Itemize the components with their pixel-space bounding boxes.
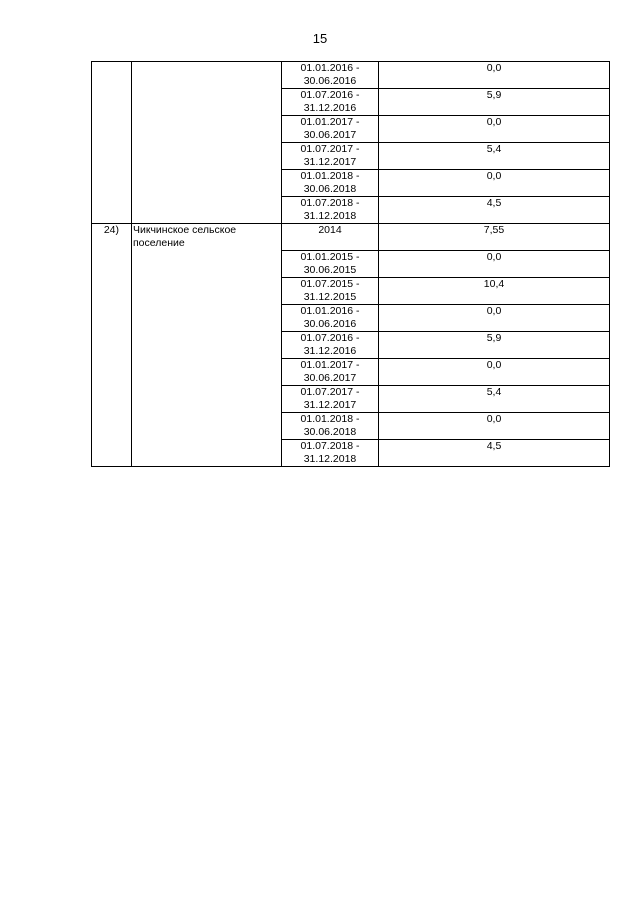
period-cell: 01.07.2017 - 31.12.2017 [282,386,379,413]
value-cell: 5,9 [379,332,610,359]
row-number-cell [92,62,132,224]
period-cell: 01.01.2017 - 30.06.2017 [282,116,379,143]
page-number: 15 [312,31,328,46]
value-cell: 0,0 [379,170,610,197]
value-cell: 10,4 [379,278,610,305]
row-number-cell: 24) [92,224,132,467]
tariff-table [91,61,610,467]
period-cell: 01.01.2016 - 30.06.2016 [282,62,379,89]
tariff-table-body [92,62,610,467]
value-cell: 0,0 [379,116,610,143]
period-cell: 01.01.2017 - 30.06.2017 [282,359,379,386]
table-row [92,224,610,251]
value-cell: 5,4 [379,143,610,170]
value-cell: 0,0 [379,251,610,278]
value-cell: 0,0 [379,359,610,386]
period-cell: 01.07.2016 - 31.12.2016 [282,332,379,359]
value-cell: 0,0 [379,413,610,440]
value-cell: 5,9 [379,89,610,116]
period-cell: 01.07.2018 - 31.12.2018 [282,197,379,224]
value-cell: 0,0 [379,305,610,332]
table-row [92,62,610,89]
value-cell: 4,5 [379,440,610,467]
period-cell: 01.01.2018 - 30.06.2018 [282,413,379,440]
value-cell: 5,4 [379,386,610,413]
period-cell: 2014 [282,224,379,251]
period-cell: 01.07.2015 - 31.12.2015 [282,278,379,305]
value-cell: 4,5 [379,197,610,224]
period-cell: 01.01.2015 - 30.06.2015 [282,251,379,278]
period-cell: 01.01.2016 - 30.06.2016 [282,305,379,332]
settlement-name-cell: Чикчинское сельское поселение [132,224,282,467]
period-cell: 01.07.2017 - 31.12.2017 [282,143,379,170]
period-cell: 01.01.2018 - 30.06.2018 [282,170,379,197]
period-cell: 01.07.2018 - 31.12.2018 [282,440,379,467]
period-cell: 01.07.2016 - 31.12.2016 [282,89,379,116]
settlement-name-cell [132,62,282,224]
value-cell: 0,0 [379,62,610,89]
value-cell: 7,55 [379,224,610,251]
